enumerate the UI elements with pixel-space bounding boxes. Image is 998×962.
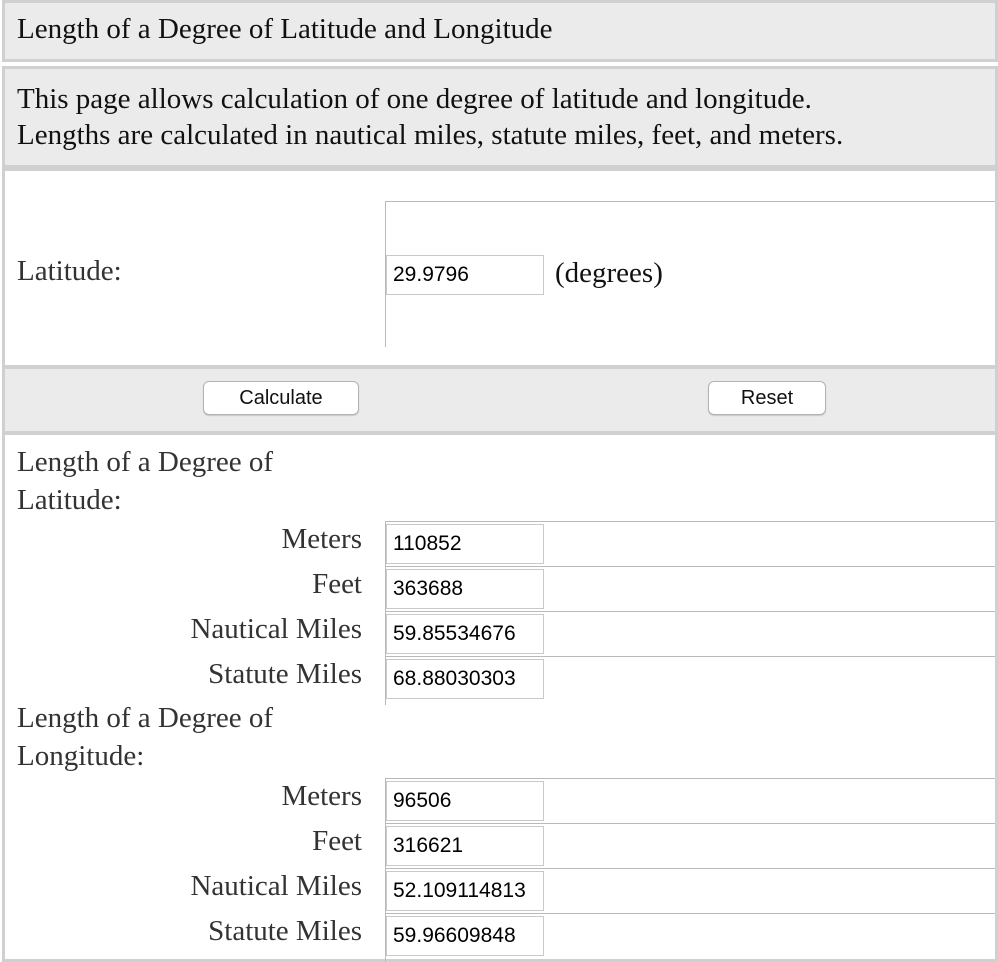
reset-button[interactable]: Reset <box>708 381 826 415</box>
latitude-statute-miles-label: Statute Miles <box>208 658 362 690</box>
longitude-results-title-line-2: Longitude: <box>17 740 145 772</box>
latitude-nautical-miles-field[interactable] <box>386 614 544 654</box>
latitude-meters-label: Meters <box>281 523 362 555</box>
longitude-meters-label: Meters <box>281 780 362 812</box>
button-bar <box>2 366 998 434</box>
longitude-nautical-miles-field[interactable] <box>386 871 544 911</box>
latitude-results-title-line-1: Length of a Degree of <box>17 446 274 478</box>
latitude-input-section <box>2 168 998 368</box>
latitude-unit-label: (degrees) <box>555 257 663 289</box>
latitude-feet-label: Feet <box>312 568 362 600</box>
divider-line <box>385 521 995 522</box>
calculate-button[interactable]: Calculate <box>203 381 359 415</box>
divider-line <box>385 823 995 824</box>
latitude-nautical-miles-label: Nautical Miles <box>190 613 362 645</box>
intro-text-line-1: This page allows calculation of one degree of latitude and longitude. <box>17 83 812 115</box>
longitude-feet-field[interactable] <box>386 826 544 866</box>
divider-line <box>385 913 995 914</box>
divider-line <box>385 201 995 202</box>
longitude-nautical-miles-label: Nautical Miles <box>190 870 362 902</box>
longitude-feet-label: Feet <box>312 825 362 857</box>
results-section <box>2 432 998 962</box>
latitude-label: Latitude: <box>17 255 122 287</box>
page-title: Length of a Degree of Latitude and Longitude <box>17 13 553 45</box>
divider-line <box>385 868 995 869</box>
latitude-input[interactable] <box>386 255 544 295</box>
divider-line <box>385 611 995 612</box>
divider-line <box>385 566 995 567</box>
longitude-statute-miles-field[interactable] <box>386 916 544 956</box>
divider-line <box>385 778 995 779</box>
longitude-results-title-line-1: Length of a Degree of <box>17 702 274 734</box>
latitude-statute-miles-field[interactable] <box>386 659 544 699</box>
latitude-feet-field[interactable] <box>386 569 544 609</box>
intro-panel <box>2 66 998 168</box>
intro-text-line-2: Lengths are calculated in nautical miles, statute miles, feet, and meters. <box>17 119 844 151</box>
longitude-statute-miles-label: Statute Miles <box>208 915 362 947</box>
title-panel <box>2 0 998 62</box>
latitude-meters-field[interactable] <box>386 524 544 564</box>
latitude-results-title-line-2: Latitude: <box>17 484 122 516</box>
longitude-meters-field[interactable] <box>386 781 544 821</box>
divider-line <box>385 656 995 657</box>
